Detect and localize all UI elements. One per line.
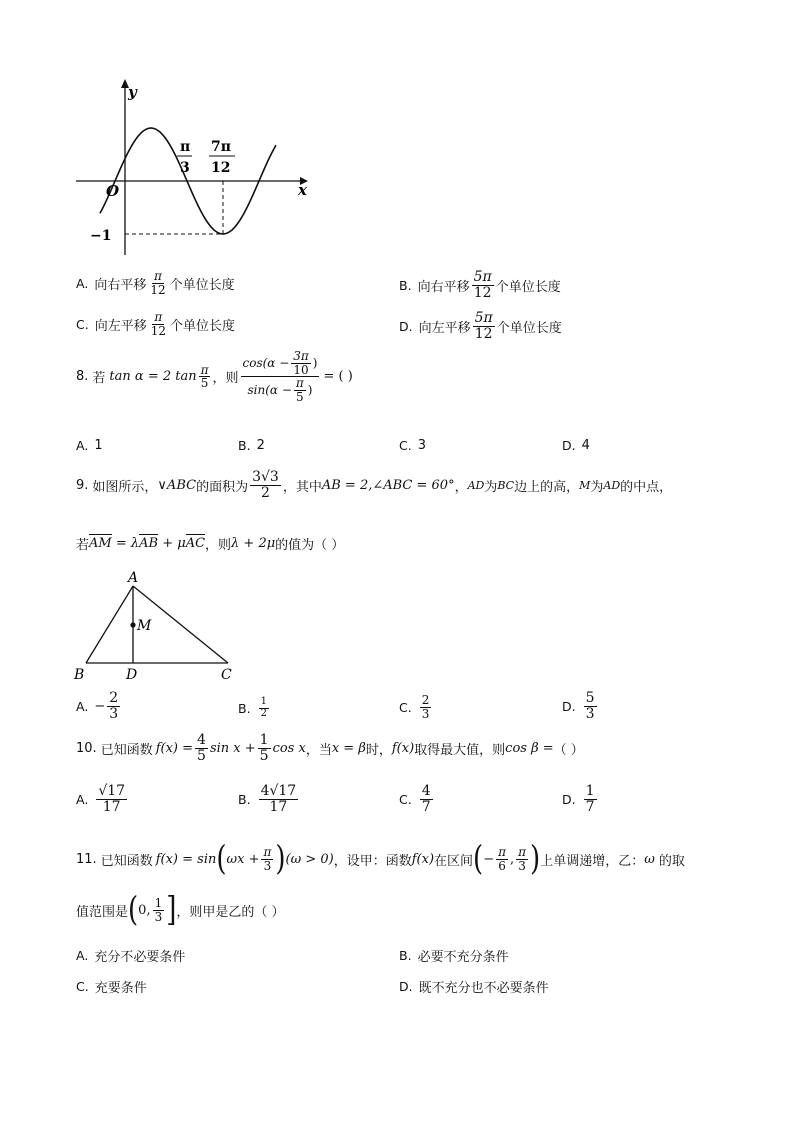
- q11-t2: ，设甲：函数: [333, 853, 412, 869]
- q9c-label: C.: [399, 699, 412, 715]
- q11b-text: 必要不充分条件: [417, 950, 509, 965]
- q8b-label: B.: [238, 438, 251, 453]
- q11-l2-t1: 值范围是: [76, 904, 129, 920]
- q9-area-num: 3√3: [252, 469, 279, 485]
- q7-option-d-label: D.: [399, 318, 413, 334]
- q10-fx2: f(x): [391, 740, 415, 756]
- q10a-label: A.: [76, 791, 89, 807]
- q9-option-c[interactable]: [399, 694, 433, 720]
- q7b-den: 12: [473, 284, 492, 301]
- q8-option-d[interactable]: [562, 438, 590, 453]
- q11-t3: 在区间: [434, 853, 474, 869]
- q8-nf-num: 3π: [293, 349, 309, 363]
- q9-l2-pre: 若: [76, 538, 90, 553]
- q10-xb: x = β: [331, 740, 366, 756]
- q10-b-num: 1: [259, 732, 269, 748]
- q9-ad2: AD: [603, 478, 621, 492]
- q8a-label: A.: [76, 438, 89, 453]
- q11-r-den: 3: [154, 909, 163, 924]
- side-ab: [86, 586, 133, 663]
- q11d-text: 既不充分也不必要条件: [418, 981, 549, 996]
- q8-f-den: 5: [200, 376, 209, 391]
- q9a-label: A.: [76, 698, 89, 714]
- q9c-num: 2: [421, 693, 430, 707]
- q8a-value: 1: [94, 438, 103, 453]
- q11-lparen: (: [216, 839, 227, 879]
- q7-option-c-post: 个单位长度: [170, 318, 236, 334]
- q8d-label: D.: [562, 438, 576, 453]
- q9b-den: 2: [260, 707, 267, 719]
- q7-option-a-label: A.: [76, 275, 89, 291]
- q7-option-c-label: C.: [76, 316, 89, 332]
- tick1-num: π: [180, 139, 191, 155]
- q9-cond: AB = 2,∠ABC = 60°: [321, 477, 455, 493]
- q10a-den: 17: [102, 798, 121, 815]
- q11-t4: 上单调递增，乙：: [540, 853, 645, 869]
- q9-vec-am: AM: [89, 536, 112, 551]
- label-c: C: [221, 667, 232, 683]
- q9-stem-line2: [76, 534, 344, 553]
- q7-option-d[interactable]: [399, 311, 562, 341]
- q10-t1: 已知函数: [100, 742, 153, 758]
- q10-a-num: 4: [197, 732, 206, 748]
- q10c-den: 7: [421, 798, 431, 815]
- q9b-num: 1: [260, 696, 267, 707]
- q11-i2-num: π: [518, 845, 527, 859]
- q10c-label: C.: [399, 791, 412, 807]
- q9-t1: 如图所示，: [92, 479, 158, 495]
- q9-option-a[interactable]: [76, 691, 122, 721]
- q9d-den: 3: [585, 705, 595, 722]
- q11-number: 11.: [76, 851, 97, 867]
- q8-den-post: ): [307, 382, 313, 397]
- q9d-label: D.: [562, 698, 576, 714]
- q11-stem: [76, 839, 685, 879]
- q7-option-a-pre: 向右平移: [94, 277, 147, 293]
- q8b-value: 2: [256, 438, 265, 453]
- label-d: D: [126, 667, 138, 683]
- q7b-num: 5π: [473, 269, 492, 285]
- q9-t3: ，其中: [282, 479, 322, 495]
- q9-t5: 为: [484, 479, 498, 495]
- q11-t1: 已知函数: [100, 853, 153, 869]
- q9-t6: 边上的高，: [514, 479, 580, 495]
- q8-f-num: π: [200, 362, 209, 377]
- q10a-num: √17: [98, 783, 126, 799]
- q7-option-d-post: 个单位长度: [496, 320, 562, 336]
- q8-num-post: ): [312, 355, 318, 370]
- q10d-den: 7: [585, 798, 595, 815]
- q10-t4: 取得最大值，则: [414, 742, 506, 758]
- q9-t8: 的中点，: [620, 479, 673, 495]
- q11-i1-num: π: [498, 845, 506, 859]
- q7-option-c-pre: 向左平移: [94, 318, 147, 334]
- q7c-num: π: [154, 310, 163, 324]
- q11-comma: ,: [510, 851, 515, 867]
- q8c-label: C.: [399, 438, 412, 453]
- q7a-num: π: [154, 269, 162, 283]
- q7-option-a-post: 个单位长度: [169, 277, 235, 293]
- tick1-den: 3: [180, 160, 190, 176]
- q9c-den: 3: [421, 706, 430, 721]
- q11-fx: f(x) = sin: [155, 851, 217, 867]
- q8-nf-den: 10: [293, 362, 309, 377]
- q10b-den: 17: [269, 798, 288, 815]
- point-m: [130, 622, 135, 627]
- q7-option-b[interactable]: [399, 270, 561, 300]
- q8-den-pre: sin(α −: [247, 382, 292, 397]
- q8-stem: [76, 350, 353, 403]
- q11-range-lbracket: (: [128, 890, 139, 930]
- q11-pi-den: 3: [263, 858, 272, 873]
- q11-option-b[interactable]: [399, 946, 509, 965]
- q11-neg: −: [483, 851, 495, 867]
- q11c-label: C.: [76, 979, 89, 994]
- q11-r-num: 1: [154, 896, 163, 910]
- q9-bc: BC: [497, 478, 515, 492]
- q10-a-den: 5: [197, 747, 206, 764]
- q11c-text: 充要条件: [94, 981, 147, 996]
- q9-vec-ab: AB: [139, 536, 159, 551]
- tick2-num: 7π: [211, 139, 231, 155]
- q11-inner: ωx +: [226, 851, 260, 867]
- q11a-label: A.: [76, 948, 89, 963]
- triangle-figure: [70, 568, 250, 686]
- q7-option-a[interactable]: [76, 270, 235, 296]
- q10d-label: D.: [562, 791, 576, 807]
- q9-ad: AD: [467, 478, 485, 492]
- q11b-label: B.: [399, 948, 412, 963]
- q8d-value: 4: [581, 438, 590, 453]
- q9a-num: 2: [109, 690, 119, 706]
- q11-cond: (ω > 0): [285, 851, 334, 867]
- q11-option-d[interactable]: [399, 977, 549, 996]
- q8-tan: tan α = 2 tan: [109, 369, 197, 385]
- q10-number: 10.: [76, 740, 97, 756]
- q9-eq: = λ: [111, 536, 140, 551]
- q10-t5: （ ）: [553, 742, 584, 758]
- q10-b-den: 5: [259, 747, 269, 764]
- q10-option-d[interactable]: [562, 784, 599, 814]
- q9-area-den: 2: [261, 484, 270, 501]
- q11-range-lo: 0,: [138, 902, 151, 918]
- q11-range-rbracket: ]: [166, 890, 177, 930]
- q7-option-b-pre: 向右平移: [417, 279, 470, 295]
- q11-int-rparen: ): [530, 839, 541, 879]
- q8-option-a[interactable]: [76, 438, 103, 453]
- q7-option-b-post: 个单位长度: [495, 279, 561, 295]
- q7-option-c[interactable]: [76, 311, 235, 337]
- q10-stem: [76, 733, 584, 763]
- q8-num-pre: cos(α −: [242, 355, 290, 370]
- q10-sinx: sin x +: [209, 740, 256, 756]
- q9-option-b[interactable]: [238, 697, 271, 719]
- q8-tail: = ( ): [323, 369, 353, 385]
- q10-option-b[interactable]: [238, 784, 300, 814]
- q9a-sign: −: [94, 698, 106, 714]
- q10-t3: 时，: [365, 742, 392, 758]
- q9-expr: λ + 2μ: [231, 536, 276, 551]
- q8-number: 8.: [76, 369, 89, 385]
- q9-number: 9.: [76, 477, 89, 493]
- q9d-num: 5: [585, 690, 595, 706]
- origin-label: O: [106, 182, 120, 200]
- q11d-label: D.: [399, 979, 413, 994]
- label-m: M: [137, 618, 152, 634]
- q9-stem: [76, 470, 672, 500]
- q11-fx2: f(x): [411, 851, 435, 867]
- q10d-num: 1: [585, 783, 595, 799]
- q9-vec-ac: AC: [185, 536, 206, 551]
- q8-text1: 若: [92, 371, 106, 387]
- q9-l2-post: 的值为（ ）: [275, 538, 345, 553]
- q8-df-num: π: [295, 376, 304, 391]
- q10b-num: 4√17: [260, 783, 297, 799]
- q9-t7: 为: [590, 479, 604, 495]
- q8c-value: 3: [417, 438, 426, 453]
- q8-option-c[interactable]: [399, 438, 426, 453]
- q8-option-b[interactable]: [238, 438, 265, 453]
- q9a-den: 3: [109, 705, 119, 722]
- q11-stem-line2: [76, 890, 285, 930]
- q11-t5: 的取: [658, 853, 685, 869]
- q11-i2-den: 3: [518, 858, 526, 873]
- label-b: B: [74, 667, 85, 683]
- q8-df-den: 5: [296, 389, 304, 404]
- q11-int-lparen: (: [473, 839, 484, 879]
- q7a-den: 12: [150, 282, 166, 297]
- q10b-label: B.: [238, 791, 251, 807]
- q7-option-d-pre: 向左平移: [418, 320, 471, 336]
- q10-cosb: cos β =: [505, 740, 554, 756]
- q9-tri: ∨ABC: [157, 477, 197, 493]
- q9-m: M: [579, 478, 591, 492]
- x-label: x: [298, 181, 307, 199]
- q10-cosx: cos x: [272, 740, 306, 756]
- q9-plus: + μ: [158, 536, 186, 551]
- min-label: −1: [90, 228, 112, 244]
- q10c-num: 4: [421, 783, 431, 799]
- q10-option-c[interactable]: [399, 784, 435, 814]
- q7d-num: 5π: [474, 310, 493, 326]
- q7c-den: 12: [150, 323, 166, 338]
- q11-option-a[interactable]: [76, 946, 185, 965]
- q7-option-b-label: B.: [399, 277, 412, 293]
- q10-option-a[interactable]: [76, 784, 129, 814]
- q9-option-d[interactable]: [562, 691, 599, 721]
- sine-graph: [70, 75, 320, 265]
- q11a-text: 充分不必要条件: [94, 950, 186, 965]
- q11-i1-den: 6: [498, 858, 506, 873]
- q11-pi-num: π: [263, 845, 272, 859]
- y-label: y: [128, 83, 137, 101]
- q7d-den: 12: [474, 325, 493, 342]
- tick2-den: 12: [211, 160, 231, 176]
- q11-rparen: ): [275, 839, 286, 879]
- q9-t2: 的面积为: [196, 479, 249, 495]
- q11-l2-t2: ，则甲是乙的（ ）: [176, 904, 285, 920]
- q10-t2: ，当: [305, 742, 332, 758]
- q9b-label: B.: [238, 700, 251, 716]
- q9-l2-mid: ，则: [205, 538, 232, 553]
- q9-t4: ，: [454, 479, 468, 495]
- q11-omega: ω: [644, 851, 655, 867]
- q11-option-c[interactable]: [76, 977, 147, 996]
- label-a: A: [128, 570, 139, 586]
- q8-text2: ，则: [212, 371, 239, 387]
- q10-fx: f(x) =: [155, 740, 194, 756]
